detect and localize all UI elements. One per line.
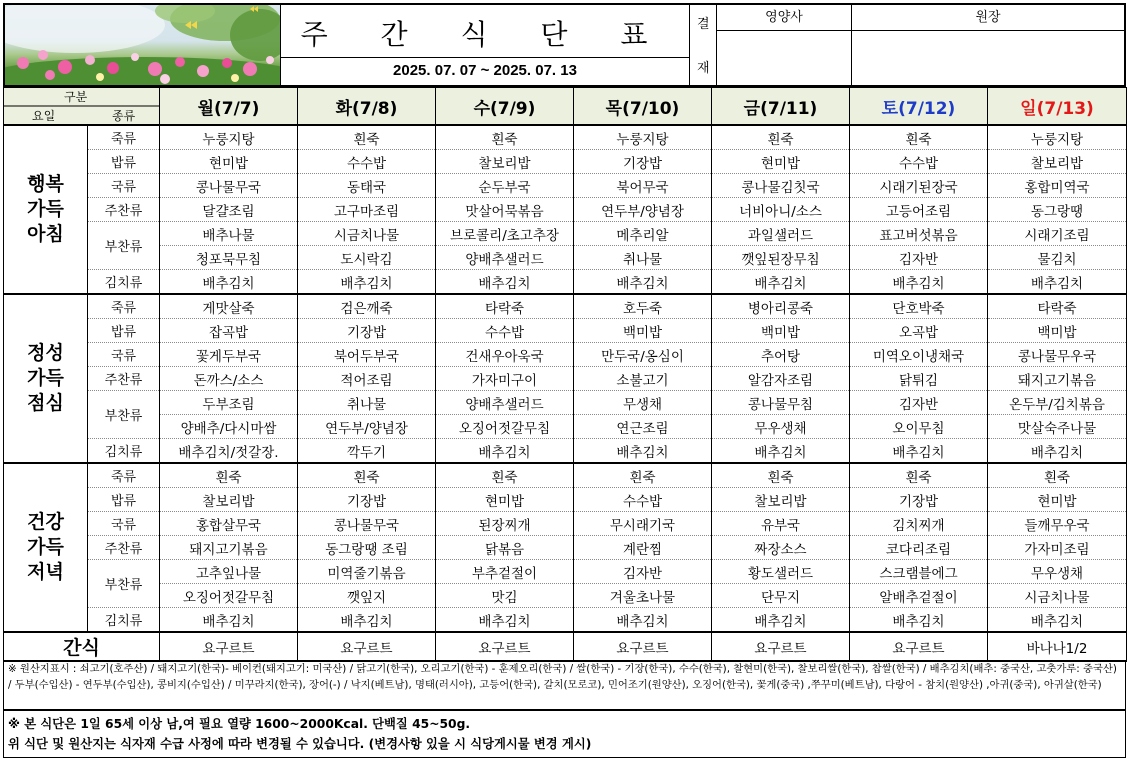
category-main-dish: 주찬류: [88, 367, 160, 391]
menu-item: 배추김치: [850, 608, 988, 633]
menu-item: 배추김치: [436, 608, 574, 633]
signer-dietitian-label: 영양사: [717, 5, 851, 31]
menu-row: [4, 560, 1127, 584]
menu-item: 시금치나물: [298, 222, 436, 246]
menu-item: 배추김치: [988, 608, 1127, 633]
menu-row: [4, 439, 1127, 464]
menu-item: 검은깨죽: [298, 294, 436, 319]
menu-item: 계란찜: [574, 536, 712, 560]
menu-item: 홍합미역국: [988, 174, 1127, 198]
menu-item: 배추김치: [436, 439, 574, 464]
menu-item: 배추김치: [160, 608, 298, 633]
menu-item: 짜장소스: [712, 536, 850, 560]
menu-item: 현미밥: [712, 150, 850, 174]
menu-item: 기장밥: [298, 488, 436, 512]
menu-item: 무우생채: [712, 415, 850, 439]
menu-row: [4, 343, 1127, 367]
menu-item: 오곡밥: [850, 319, 988, 343]
menu-item: 돼지고기볶음: [988, 367, 1127, 391]
menu-item: 찰보리밥: [712, 488, 850, 512]
menu-item: 청포묵무침: [160, 246, 298, 270]
menu-item: 흰죽: [298, 125, 436, 150]
page-title: 주 간 식 단 표: [300, 18, 670, 51]
menu-item: 동그랑땡: [988, 198, 1127, 222]
menu-item: 현미밥: [436, 488, 574, 512]
meal-label-breakfast: 행복 가득 아침: [4, 125, 88, 294]
day-header-sat: 토(7/12): [850, 88, 988, 126]
menu-item: 고구마조림: [298, 198, 436, 222]
menu-item: 흰죽: [574, 463, 712, 488]
menu-row: [4, 584, 1127, 608]
menu-item: 흰죽: [712, 125, 850, 150]
menu-item: 고추잎나물: [160, 560, 298, 584]
menu-item: 배추김치: [574, 270, 712, 295]
day-header-mon: 월(7/7): [160, 88, 298, 126]
menu-item: 찰보리밥: [988, 150, 1127, 174]
menu-item: 된장찌개: [436, 512, 574, 536]
menu-item: 누룽지탕: [160, 125, 298, 150]
category-soup: 국류: [88, 512, 160, 536]
menu-item: 코다리조림: [850, 536, 988, 560]
menu-item: 양배추샐러드: [436, 391, 574, 415]
meal-label-dinner: 건강 가득 저녁: [4, 463, 88, 632]
menu-item: 깻잎지: [298, 584, 436, 608]
category-porridge: 죽류: [88, 463, 160, 488]
menu-item: 현미밥: [160, 150, 298, 174]
menu-row: [4, 270, 1127, 295]
menu-item: 들깨무우국: [988, 512, 1127, 536]
menu-item: 꽃게두부국: [160, 343, 298, 367]
menu-item: 동태국: [298, 174, 436, 198]
menu-item: 흰죽: [712, 463, 850, 488]
menu-item: 흰죽: [160, 463, 298, 488]
corner-type-label: 종류: [112, 109, 136, 123]
menu-item: 김치찌개: [850, 512, 988, 536]
menu-item: 오징어젓갈무침: [436, 415, 574, 439]
menu-item: 맛김: [436, 584, 574, 608]
menu-item: 배추김치: [298, 270, 436, 295]
menu-item: 배추김치: [160, 270, 298, 295]
menu-item: 무생채: [574, 391, 712, 415]
menu-item: 흰죽: [436, 125, 574, 150]
menu-item: 미역오이냉채국: [850, 343, 988, 367]
corner-day-label: 요일: [32, 109, 56, 123]
approval-label: [690, 5, 717, 85]
category-side-dish: 부찬류: [88, 391, 160, 439]
menu-item: 닭볶음: [436, 536, 574, 560]
menu-item: 게맛살죽: [160, 294, 298, 319]
category-side-dish: 부찬류: [88, 560, 160, 608]
menu-item: 단호박죽: [850, 294, 988, 319]
menu-item: 배추김치: [574, 608, 712, 633]
snack-cell: 요구르트: [160, 632, 298, 661]
menu-item: 무시래기국: [574, 512, 712, 536]
menu-item: 흰죽: [850, 463, 988, 488]
menu-item: 메추리알: [574, 222, 712, 246]
category-main-dish: 주찬류: [88, 198, 160, 222]
category-kimchi: 김치류: [88, 439, 160, 464]
menu-item: 물김치: [988, 246, 1127, 270]
menu-row: [4, 198, 1127, 222]
menu-item: 두부조림: [160, 391, 298, 415]
day-header-tue: 화(7/8): [298, 88, 436, 126]
menu-row: [4, 536, 1127, 560]
menu-item: 돈까스/소스: [160, 367, 298, 391]
menu-item: 타락죽: [436, 294, 574, 319]
menu-item: 오이무침: [850, 415, 988, 439]
menu-item: 배추김치: [574, 439, 712, 464]
menu-item: 건새우아욱국: [436, 343, 574, 367]
divider: [281, 57, 689, 58]
header: [3, 3, 1126, 87]
weekly-menu-table: [3, 87, 1127, 662]
snack-label: 간식: [4, 632, 160, 661]
category-porridge: 죽류: [88, 294, 160, 319]
menu-item: 순두부국: [436, 174, 574, 198]
category-rice: 밥류: [88, 488, 160, 512]
menu-item: 콩나물무침: [712, 391, 850, 415]
signature-director: [852, 5, 1124, 85]
menu-item: 콩나물무국: [298, 512, 436, 536]
menu-item: 병아리콩죽: [712, 294, 850, 319]
menu-row: [4, 608, 1127, 633]
menu-item: 수수밥: [574, 488, 712, 512]
menu-row: [4, 246, 1127, 270]
menu-item: 배추김치: [988, 270, 1127, 295]
menu-item: 연근조림: [574, 415, 712, 439]
menu-row: [4, 391, 1127, 415]
origin-notice: ※ 원산지표시 : 쇠고기(호주산) / 돼지고기(한국)- 베이컨(돼지고기: 미국산) / 닭고기(한국), 오리고기(한국) - 훈제오리(한국) / 쌀(한국) - 기장(한국), 수수(한국), 찰현미(한국), 찰보리쌀(한국), 찹쌀(한국) / 배추김치(배추: 중국산, 고춧가루: 중국산) / 두부(수입산) - 연두부(수입산), 콩비지(수입산) / 미꾸라지(한국), 장어(-) / 낙지(베트남), 명태(러시아), 고등어(한국), 갈치(모로코), 민어조기(원양산), 오징어(한국), 꽃게(중국) ,쭈꾸미(베트남), 다랑어 - 참치(원양산) ,아귀(중국), 아귀살(한국): [3, 660, 1126, 710]
menu-item: 기장밥: [298, 319, 436, 343]
menu-item: 깻잎된장무침: [712, 246, 850, 270]
menu-item: 홍합살무국: [160, 512, 298, 536]
menu-row: [4, 512, 1127, 536]
menu-item: 닭튀김: [850, 367, 988, 391]
menu-row: [4, 150, 1127, 174]
calorie-note: ※ 본 식단은 1일 65세 이상 남,여 필요 열량 1600~2000Kcal. 단백질 45~50g.: [8, 717, 471, 731]
category-soup: 국류: [88, 343, 160, 367]
change-note: 위 식단 및 원산지는 식자재 수급 사정에 따라 변경될 수 있습니다. (변경사항 있을 시 식당게시물 변경 게시): [8, 737, 592, 751]
snack-cell: 요구르트: [712, 632, 850, 661]
menu-item: 찰보리밥: [436, 150, 574, 174]
day-header-wed: 수(7/9): [436, 88, 574, 126]
approval-label-1: 결: [697, 17, 710, 32]
menu-notes: [3, 710, 1126, 758]
snack-cell: 요구르트: [298, 632, 436, 661]
menu-item: 황도샐러드: [712, 560, 850, 584]
menu-item: 알배추겉절이: [850, 584, 988, 608]
corner-top-label: 구분: [64, 90, 88, 104]
menu-row: [4, 294, 1127, 319]
menu-row: [4, 415, 1127, 439]
menu-item: 겨울초나물: [574, 584, 712, 608]
menu-item: 잡곡밥: [160, 319, 298, 343]
menu-item: 배추김치: [850, 270, 988, 295]
menu-row: [4, 319, 1127, 343]
menu-item: 시금치나물: [988, 584, 1127, 608]
menu-item: 미역줄기볶음: [298, 560, 436, 584]
menu-period: 2025. 07. 07 ~ 2025. 07. 13: [393, 62, 577, 79]
menu-item: 수수밥: [436, 319, 574, 343]
menu-item: 연두부/양념장: [574, 198, 712, 222]
menu-item: 단무지: [712, 584, 850, 608]
menu-item: 백미밥: [574, 319, 712, 343]
menu-item: 호두죽: [574, 294, 712, 319]
category-side-dish: 부찬류: [88, 222, 160, 270]
menu-row: [4, 367, 1127, 391]
menu-item: 타락죽: [988, 294, 1127, 319]
snack-cell: 요구르트: [574, 632, 712, 661]
menu-item: 누룽지탕: [574, 125, 712, 150]
menu-item: 알감자조림: [712, 367, 850, 391]
menu-item: 양배추/다시마쌈: [160, 415, 298, 439]
menu-item: 백미밥: [988, 319, 1127, 343]
menu-item: 달걀조림: [160, 198, 298, 222]
menu-item: 흰죽: [436, 463, 574, 488]
menu-row: [4, 463, 1127, 488]
menu-item: 고등어조림: [850, 198, 988, 222]
category-kimchi: 김치류: [88, 270, 160, 295]
category-rice: 밥류: [88, 319, 160, 343]
menu-item: 부추겉절이: [436, 560, 574, 584]
menu-item: 북어무국: [574, 174, 712, 198]
menu-item: 브로콜리/초고추장: [436, 222, 574, 246]
menu-item: 스크램블에그: [850, 560, 988, 584]
menu-item: 동그랑땡 조림: [298, 536, 436, 560]
menu-item: 백미밥: [712, 319, 850, 343]
menu-item: 오징어젓갈무침: [160, 584, 298, 608]
menu-item: 콩나물무국: [160, 174, 298, 198]
menu-item: 배추김치: [712, 439, 850, 464]
corner-header: [4, 88, 160, 126]
snack-cell: 요구르트: [436, 632, 574, 661]
menu-item: 김자반: [850, 391, 988, 415]
menu-item: 적어조림: [298, 367, 436, 391]
menu-item: 맛살숙주나물: [988, 415, 1127, 439]
menu-item: 흰죽: [988, 463, 1127, 488]
menu-row: [4, 125, 1127, 150]
snack-cell: 바나나1/2: [988, 632, 1127, 661]
menu-item: 양배추샐러드: [436, 246, 574, 270]
menu-item: 흰죽: [850, 125, 988, 150]
menu-item: 기장밥: [574, 150, 712, 174]
menu-row: [4, 222, 1127, 246]
menu-item: 맛살어묵볶음: [436, 198, 574, 222]
menu-item: 무우생채: [988, 560, 1127, 584]
menu-row: [4, 174, 1127, 198]
menu-item: 연두부/양념장: [298, 415, 436, 439]
menu-item: 배추김치: [298, 608, 436, 633]
menu-item: 배추김치: [850, 439, 988, 464]
day-header-sun: 일(7/13): [988, 88, 1127, 126]
menu-item: 배추김치/젓갈장.: [160, 439, 298, 464]
menu-item: 시래기된장국: [850, 174, 988, 198]
snack-cell: 요구르트: [850, 632, 988, 661]
menu-item: 추어탕: [712, 343, 850, 367]
menu-item: 찰보리밥: [160, 488, 298, 512]
menu-item: 배추김치: [712, 270, 850, 295]
menu-item: 너비아니/소스: [712, 198, 850, 222]
menu-item: 만두국/옹심이: [574, 343, 712, 367]
menu-item: 북어두부국: [298, 343, 436, 367]
menu-item: 온두부/김치볶음: [988, 391, 1127, 415]
menu-item: 가자미구이: [436, 367, 574, 391]
menu-item: 수수밥: [850, 150, 988, 174]
category-rice: 밥류: [88, 150, 160, 174]
menu-item: 배추김치: [988, 439, 1127, 464]
menu-item: 돼지고기볶음: [160, 536, 298, 560]
menu-item: 취나물: [298, 391, 436, 415]
menu-row: [4, 488, 1127, 512]
menu-item: 배추나물: [160, 222, 298, 246]
title-box: [281, 5, 690, 85]
menu-item: 소불고기: [574, 367, 712, 391]
menu-item: 가자미조림: [988, 536, 1127, 560]
menu-item: 흰죽: [298, 463, 436, 488]
signer-director-label: 원장: [852, 5, 1124, 31]
category-kimchi: 김치류: [88, 608, 160, 633]
menu-item: 기장밥: [850, 488, 988, 512]
menu-item: 유부국: [712, 512, 850, 536]
signature-dietitian: [717, 5, 852, 85]
approval-label-2: 재: [697, 61, 710, 76]
category-main-dish: 주찬류: [88, 536, 160, 560]
menu-item: 시래기조림: [988, 222, 1127, 246]
meal-label-lunch: 정성 가득 점심: [4, 294, 88, 463]
menu-item: 깍두기: [298, 439, 436, 464]
menu-item: 배추김치: [436, 270, 574, 295]
menu-item: 김자반: [574, 560, 712, 584]
menu-item: 취나물: [574, 246, 712, 270]
day-header-fri: 금(7/11): [712, 88, 850, 126]
menu-item: 현미밥: [988, 488, 1127, 512]
category-soup: 국류: [88, 174, 160, 198]
menu-item: 표고버섯볶음: [850, 222, 988, 246]
menu-item: 누룽지탕: [988, 125, 1127, 150]
menu-item: 과일샐러드: [712, 222, 850, 246]
menu-item: 김자반: [850, 246, 988, 270]
menu-item: 도시락김: [298, 246, 436, 270]
menu-item: 수수밥: [298, 150, 436, 174]
category-porridge: 죽류: [88, 125, 160, 150]
day-header-thu: 목(7/10): [574, 88, 712, 126]
menu-item: 배추김치: [712, 608, 850, 633]
menu-item: 콩나물무우국: [988, 343, 1127, 367]
flower-field-image: [5, 5, 281, 85]
menu-item: 콩나물김칫국: [712, 174, 850, 198]
